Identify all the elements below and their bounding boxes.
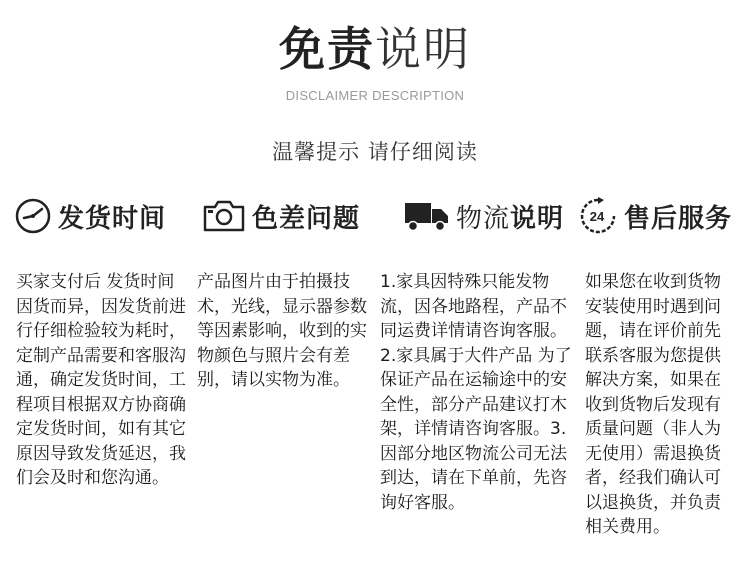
- section-body-after-sales: 如果您在收到货物安装使用时遇到问题，请在评价前先联系客服为您提供解决方案，如果在收到货物后发现有质量问题（非人为无使用）需退换货者，经我们确认可以退换货，并负责相关费用。: [585, 272, 721, 537]
- section-title: 售后服务: [624, 203, 733, 234]
- section-heading-after-sales: [578, 196, 732, 236]
- section-heading-color-difference: [202, 196, 360, 236]
- header: [0, 20, 750, 103]
- section-heading-logistics: [404, 196, 564, 236]
- truck-icon: [404, 199, 450, 233]
- section-body-logistics: 1.家具因特殊只能发物流，因各地路程，产品不同运费详情请咨询客服。2.家具属于大件产品 为了保证产品在运输途中的安全性，部分产品建议打木架，详情请咨询客服。3.因部分地区物流公司无法到达，请在下单前，先咨询好客服。: [380, 272, 572, 513]
- section-body-color-difference: 产品图片由于拍摄技术，光线，显示器参数等因素影响，收到的实物颜色与照片会有差别，请以实物为准。: [197, 272, 367, 390]
- section-title: 色差问题: [252, 203, 361, 234]
- page-subtitle: DISCLAIMER DESCRIPTION: [285, 88, 465, 103]
- 24h-badge-text: 24: [589, 209, 605, 224]
- 24h-service-icon: [578, 196, 618, 236]
- page-title-light: 说明: [375, 22, 471, 76]
- clock-icon: [14, 197, 52, 235]
- reminder-tip: 温馨提示 请仔细阅读: [272, 140, 478, 164]
- section-heading-shipping-time: [14, 196, 166, 236]
- section-title: 发货时间: [58, 203, 167, 234]
- section-title-bold: 说明: [510, 203, 565, 234]
- page-title: [0, 20, 750, 78]
- section-title-thin: 物流: [456, 203, 511, 234]
- section-body-shipping-time: 买家支付后 发货时间因货而异，因发货前进行仔细检验较为耗时，定制产品需要和客服沟通，确定发货时间，工程项目根据双方协商确定发货时间，如有其它原因导致发货延迟，我们会及时和您沟通。: [16, 272, 186, 488]
- camera-icon: [202, 199, 246, 233]
- page-title-bold: 免责: [279, 22, 375, 76]
- section-title: [456, 198, 564, 235]
